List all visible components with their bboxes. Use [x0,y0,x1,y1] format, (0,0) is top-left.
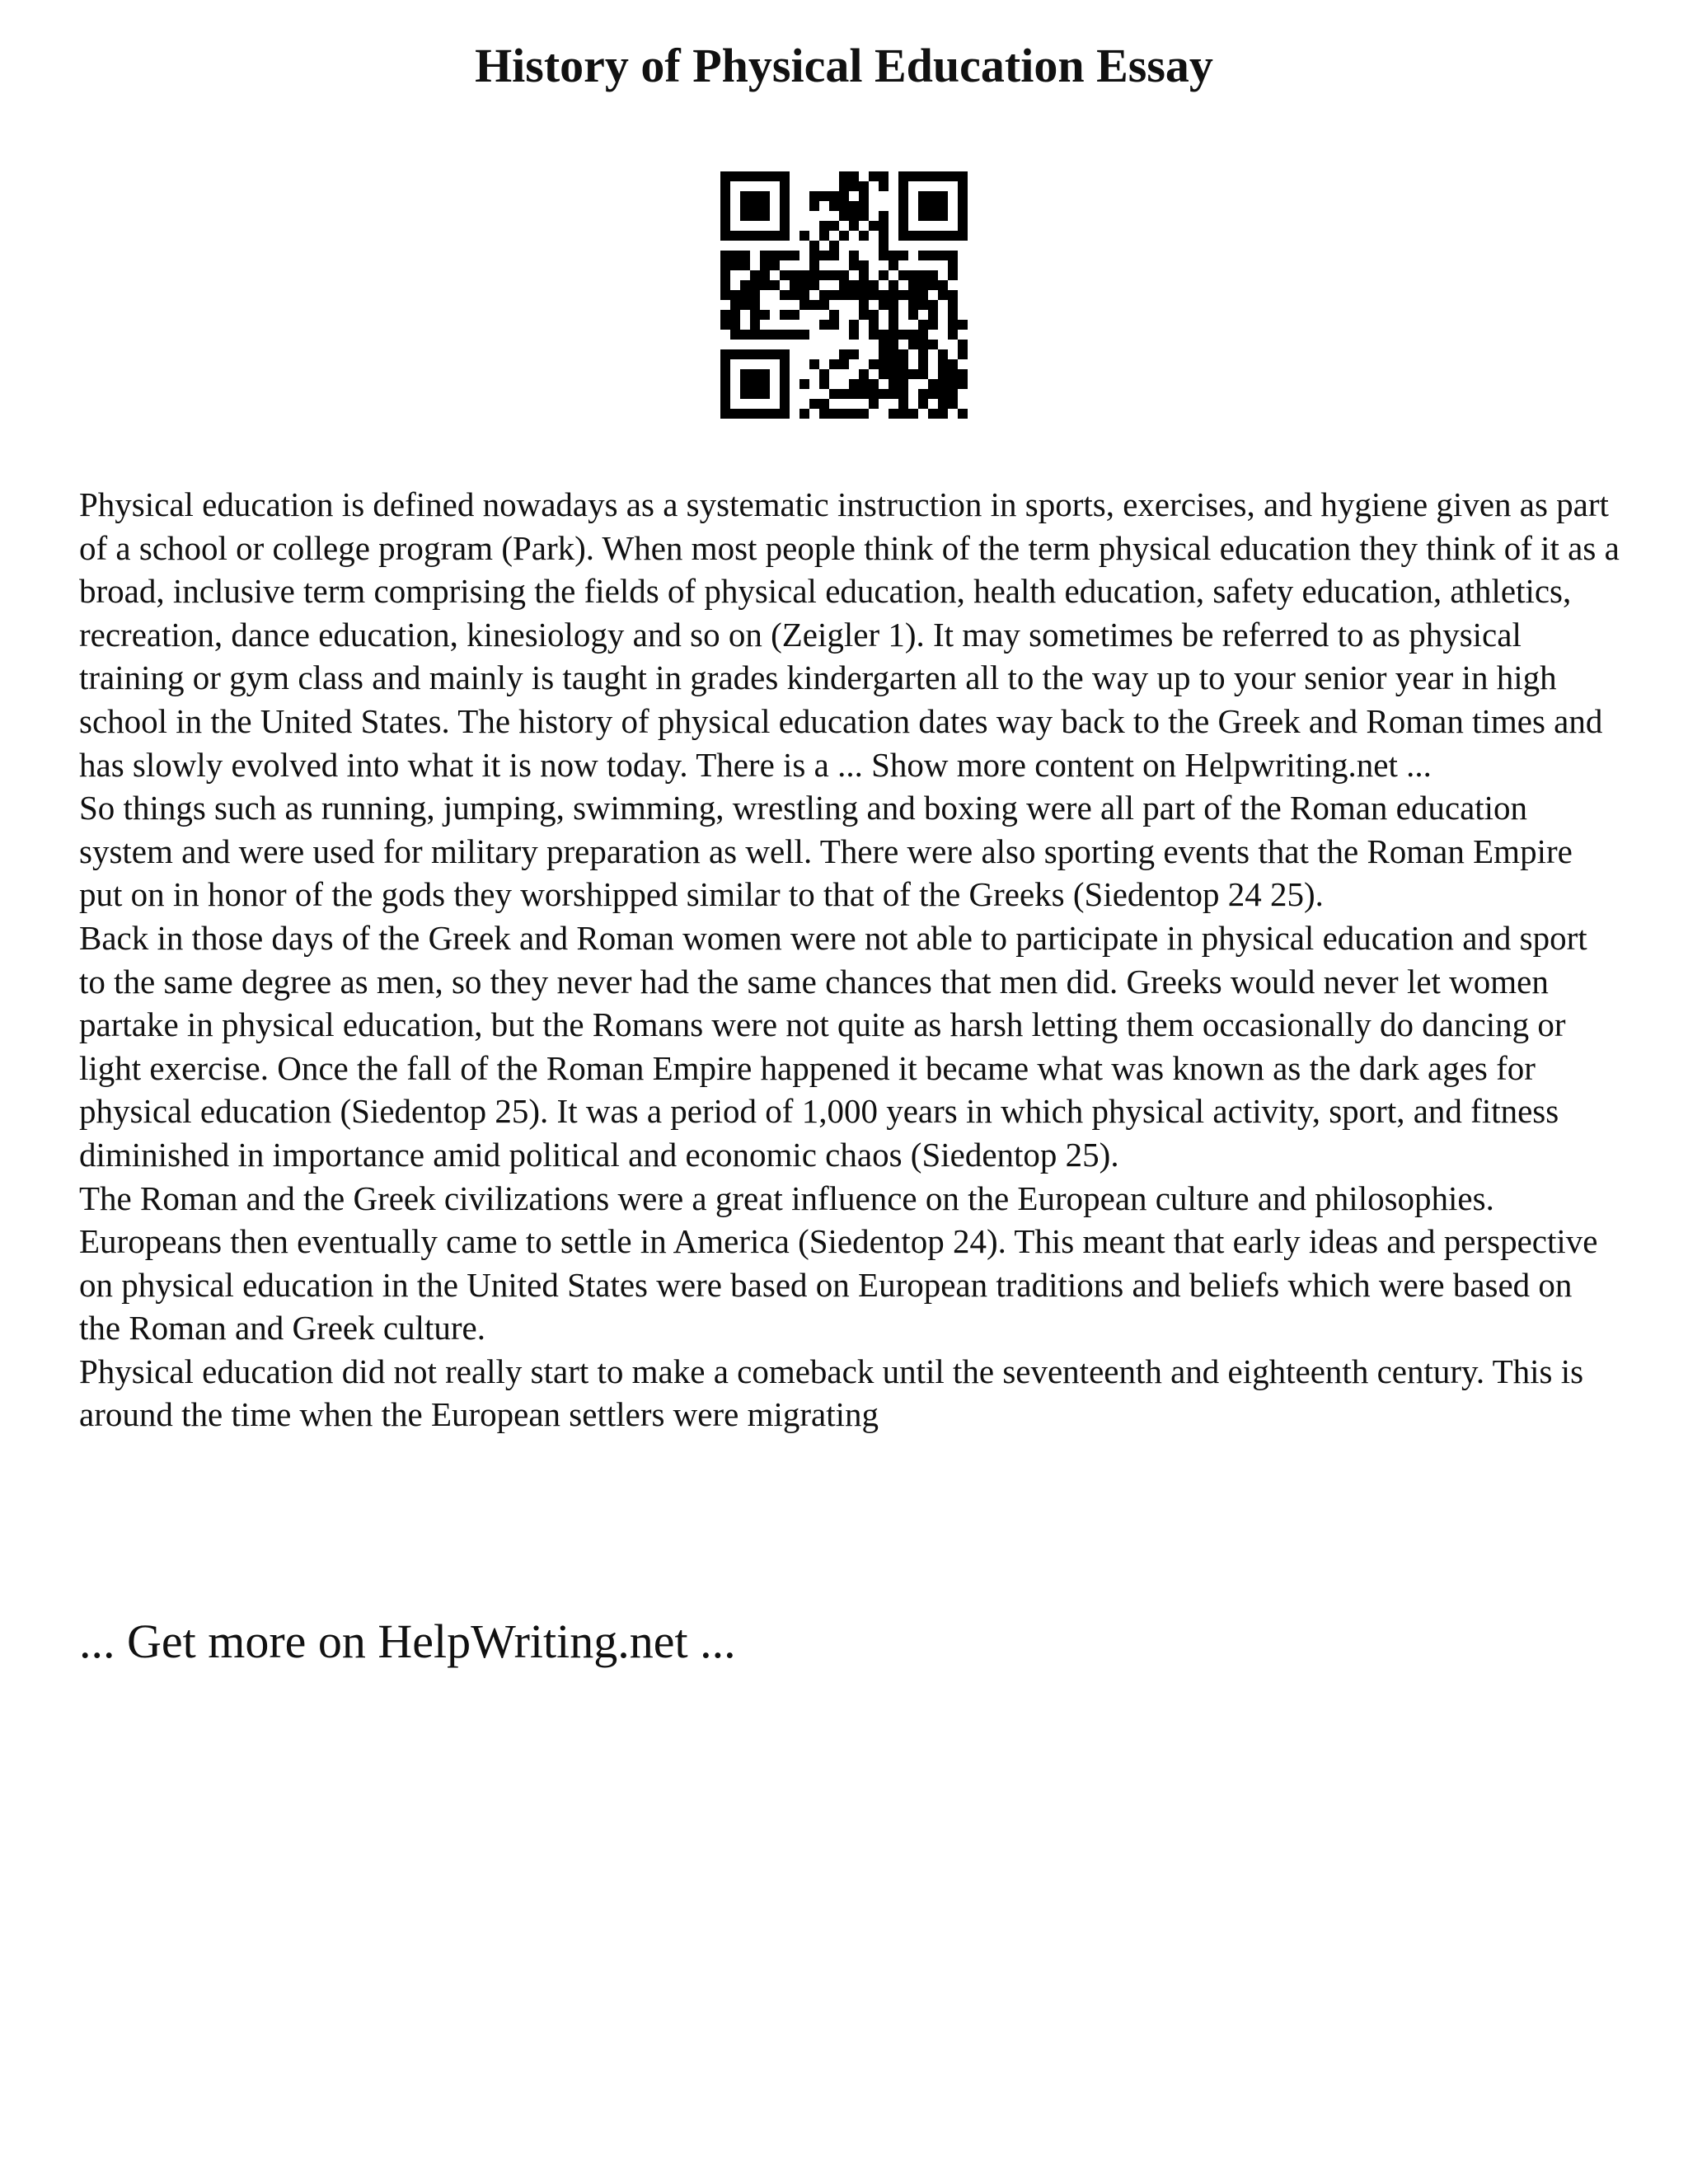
paragraph-4: The Roman and the Greek civilizations were a great influence on the European culture and philosophies. Europeans then eventually came to settle in America (Siedentop 24). This meant that early ideas and perspective on physical education in the United States were based on European traditions and beliefs which were based on the Roman and Greek culture. [79,1179,1598,1347]
get-more-link[interactable]: ... Get more on HelpWriting.net ... [79,1615,736,1668]
qr-code-icon[interactable] [720,171,968,419]
paragraph-1: Physical education is defined nowadays as a systematic instruction in sports, exercises, and hygiene given as part of a school or college program (Park). When most people think of the term physical education they think of it as a broad, inclusive term comprising the fields of physical education, health education, safety education, athletics, recreation, dance education, kinesiology and so on (Zeigler 1). It may sometimes be referred to as physical training or gym class and mainly is taught in grades kindergarten all to the way up to your senior year in high school in the United States. The history of physical education dates way back to the Greek and Roman times and has slowly evolved into what it is now today. There is a ... Show more content on Helpwriting.net ... [79,485,1620,784]
paragraph-3: Back in those days of the Greek and Roman women were not able to participate in physical education and sport to the same degree as men, so they never had the same chances that men did. Greeks would never let women partake in physical education, but the Romans were not quite as harsh letting them occasionally do dancing or light exercise. Once the fall of the Roman Empire happened it became what was known as the dark ages for physical education (Siedentop 25). It was a period of 1,000 years in which physical activity, sport, and fitness diminished in importance amid political and economic chaos (Siedentop 25). [79,918,1587,1174]
document-title: History of Physical Education Essay [475,39,1213,92]
paragraph-5: Physical education did not really start to make a comeback until the seventeenth and eighteenth century. This is around the time when the European settlers were migrating [79,1352,1584,1434]
essay-body [79,483,1620,1436]
paragraph-2: So things such as running, jumping, swimming, wrestling and boxing were all part of the Roman education system and were used for military preparation as well. There were also sporting events that the Roman Empire put on in honor of the gods they worshipped similar to that of the Greeks (Siedentop 24 25). [79,789,1573,914]
